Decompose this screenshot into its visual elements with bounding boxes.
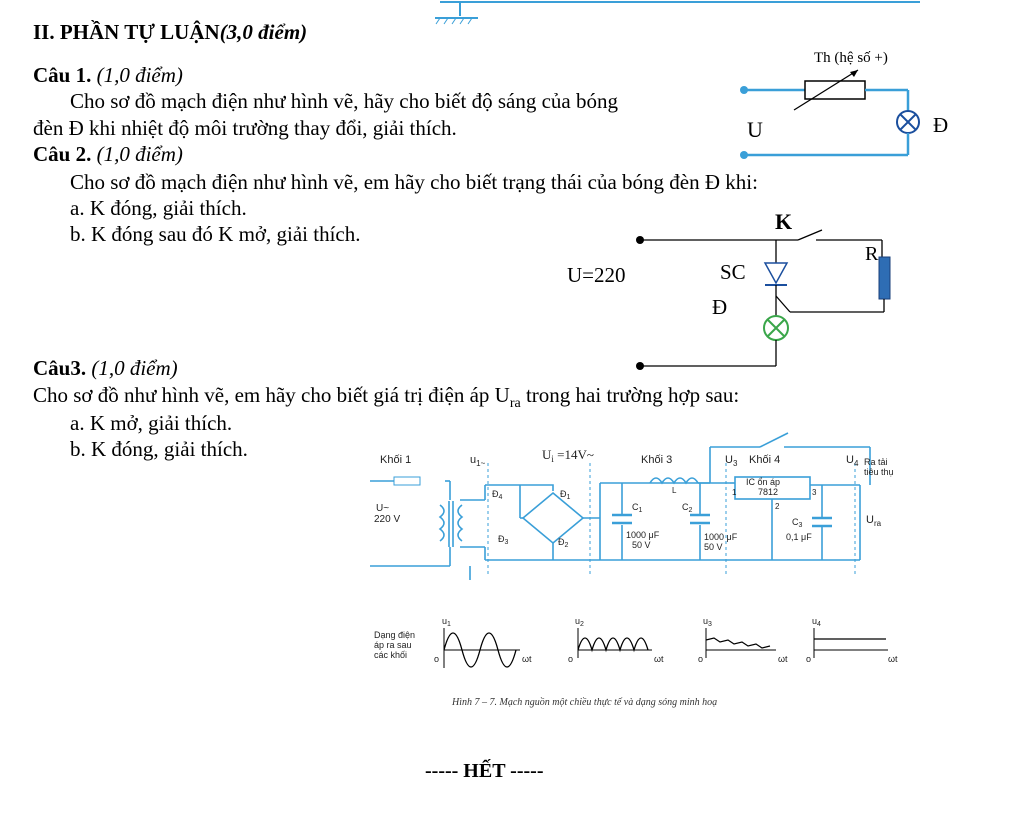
d3-sub: 3 <box>504 539 509 546</box>
u1-sub: 1~ <box>476 459 486 468</box>
ic-label-2: 7812 <box>758 487 779 497</box>
q3-title <box>33 356 178 380</box>
block3-label: Khối 3 <box>641 454 673 466</box>
d1-label: Đ <box>560 489 567 499</box>
section-heading <box>33 20 307 44</box>
svg-text:Ui =14V~ <box>542 447 594 464</box>
wave-u1-sub: 1 <box>447 621 451 628</box>
block1-label: Khối 1 <box>380 454 412 466</box>
q2-points: (1,0 điểm) <box>96 142 183 166</box>
svg-text:U3 <box>725 454 738 468</box>
c1-sub: 1 <box>638 507 643 514</box>
u220-label: U=220 <box>567 263 626 287</box>
section-heading-points: (3,0 điểm) <box>219 20 308 44</box>
scr-icon <box>765 263 787 283</box>
u3-sub: 3 <box>732 459 738 468</box>
u1-label: u <box>470 454 477 466</box>
q3-line1-sub: ra <box>509 396 521 412</box>
wave-u2-sub: 2 <box>580 621 584 628</box>
q1-label: Câu 1. <box>33 63 92 87</box>
ura-sub: ra <box>873 519 882 528</box>
wave-u2-label: u <box>575 616 581 626</box>
u4-sub: 4 <box>853 459 859 468</box>
q2-label: Câu 2. <box>33 142 92 166</box>
k-label: K <box>775 209 793 234</box>
svg-text:u1~ <box>470 454 486 468</box>
diagram-power-supply <box>360 425 920 595</box>
q1-line1: Cho sơ đồ mạch điện như hình vẽ, hãy cho biết độ sáng của bóng <box>70 89 618 113</box>
th-label: Th (hệ số +) <box>814 50 888 66</box>
c1-value-2: 50 V <box>632 540 651 550</box>
wave-u3-sub: 3 <box>708 621 712 628</box>
ic-pin-1: 1 <box>732 488 737 497</box>
ui-label: U <box>542 447 552 462</box>
svg-text:Đ2 <box>558 537 569 549</box>
c2-sub: 2 <box>688 507 693 514</box>
d2-sub: 2 <box>564 542 569 549</box>
svg-text:C3 <box>792 517 803 529</box>
c3-sub: 3 <box>798 522 803 529</box>
previous-figure-fragment <box>430 0 930 30</box>
lamp-label-2: Đ <box>712 295 728 319</box>
d4-sub: 4 <box>498 494 503 501</box>
footer-end-marker: ----- HẾT ----- <box>425 760 544 782</box>
svg-text:Ura <box>866 514 882 528</box>
c1-value-1: 1000 μF <box>626 530 660 540</box>
c1-label: C <box>632 502 639 512</box>
q3-label: Câu3. <box>33 356 87 380</box>
svg-text:U4 <box>846 454 859 468</box>
load-label-1: Ra tải <box>864 457 888 467</box>
svg-text:u4 <box>812 616 821 628</box>
q2-title <box>33 142 183 166</box>
load-label-2: tiêu thụ <box>864 467 894 477</box>
q2-line1: Cho sơ đồ mạch điện như hình vẽ, em hãy cho biết trạng thái của bóng đèn Đ khi: <box>70 170 758 194</box>
q3-points: (1,0 điểm) <box>91 356 178 380</box>
lamp-label-1: Đ <box>933 113 949 137</box>
ui-sub: i <box>551 454 554 464</box>
figure-caption: Hình 7 – 7. Mạch nguồn một chiều thực tế và dạng sóng minh hoạ <box>452 697 718 708</box>
svg-text:C2 <box>682 502 693 514</box>
u-label-1: U <box>747 117 763 142</box>
wave-u2 <box>578 638 648 650</box>
q2-item-b: b. K đóng sau đó K mở, giải thích. <box>70 222 361 246</box>
svg-text:u2 <box>575 616 584 628</box>
svg-text:u1 <box>442 616 451 628</box>
wave-origin-1: o <box>434 654 440 664</box>
switch-k <box>798 230 822 240</box>
wave-u4-sub: 4 <box>817 621 821 628</box>
c3-label: C <box>792 517 799 527</box>
u3-label: U <box>725 454 733 466</box>
u4-label: U <box>846 454 854 466</box>
svg-text:Đ3 <box>498 534 509 546</box>
input-label-1: U~ <box>376 503 390 514</box>
section-heading-text: II. PHẦN TỰ LUẬN <box>33 20 220 44</box>
diagram-thermistor-circuit <box>730 38 970 168</box>
q1-points: (1,0 điểm) <box>96 63 183 87</box>
block4-label: Khối 4 <box>749 454 781 466</box>
wave-wt-3: ωt <box>778 654 788 664</box>
wave-wt-2: ωt <box>654 654 664 664</box>
input-label-2: 220 V <box>374 514 401 525</box>
wave-u3 <box>706 638 770 648</box>
q2-item-a: a. K đóng, giải thích. <box>70 196 247 220</box>
wave-wt-4: ωt <box>888 654 898 664</box>
ic-label-1: IC ổn áp <box>746 477 781 487</box>
q3-item-a: a. K mở, giải thích. <box>70 411 233 435</box>
waveform-caption-2: áp ra sau <box>374 640 412 650</box>
c2-label: C <box>682 502 689 512</box>
diagram-scr-circuit <box>560 200 910 380</box>
wave-wt-1: ωt <box>522 654 532 664</box>
waveform-caption-1: Dạng điện <box>374 630 416 640</box>
wave-origin-2: o <box>568 654 574 664</box>
ic-pin-2: 2 <box>775 502 780 511</box>
svg-text:u3 <box>703 616 712 628</box>
ui-value: =14V~ <box>553 447 594 462</box>
d4-label: Đ <box>492 489 499 499</box>
q3-line1-suffix: trong hai trường hợp sau: <box>520 383 740 407</box>
ic-pin-3: 3 <box>812 488 817 497</box>
ura-label: U <box>866 514 874 526</box>
sc-label: SC <box>720 260 746 284</box>
wave-origin-4: o <box>806 654 812 664</box>
d2-label: Đ <box>558 537 565 547</box>
waveform-caption-3: các khối <box>374 650 408 660</box>
l-label: L <box>672 486 677 495</box>
c2-value-1: 1000 μF <box>704 532 738 542</box>
resistor-r <box>879 257 890 299</box>
q1-line2: đèn Đ khi nhiệt độ môi trường thay đổi, giải thích. <box>33 116 457 140</box>
waveform-panel <box>370 610 910 675</box>
c2-value-2: 50 V <box>704 542 723 552</box>
wave-origin-3: o <box>698 654 704 664</box>
q3-line1-prefix: Cho sơ đồ như hình vẽ, em hãy cho biết giá trị điện áp U <box>33 383 510 407</box>
q1-title <box>33 63 183 87</box>
d1-sub: 1 <box>566 494 571 501</box>
d3-label: Đ <box>498 534 505 544</box>
svg-text:Đ4 <box>492 489 503 501</box>
wave-u1-label: u <box>442 616 448 626</box>
q3-item-b: b. K đóng, giải thích. <box>70 437 248 461</box>
wave-u4-label: u <box>812 616 818 626</box>
c3-value: 0,1 μF <box>786 532 812 542</box>
wave-u3-label: u <box>703 616 709 626</box>
svg-text:C1 <box>632 502 643 514</box>
r-label: R <box>865 243 879 265</box>
